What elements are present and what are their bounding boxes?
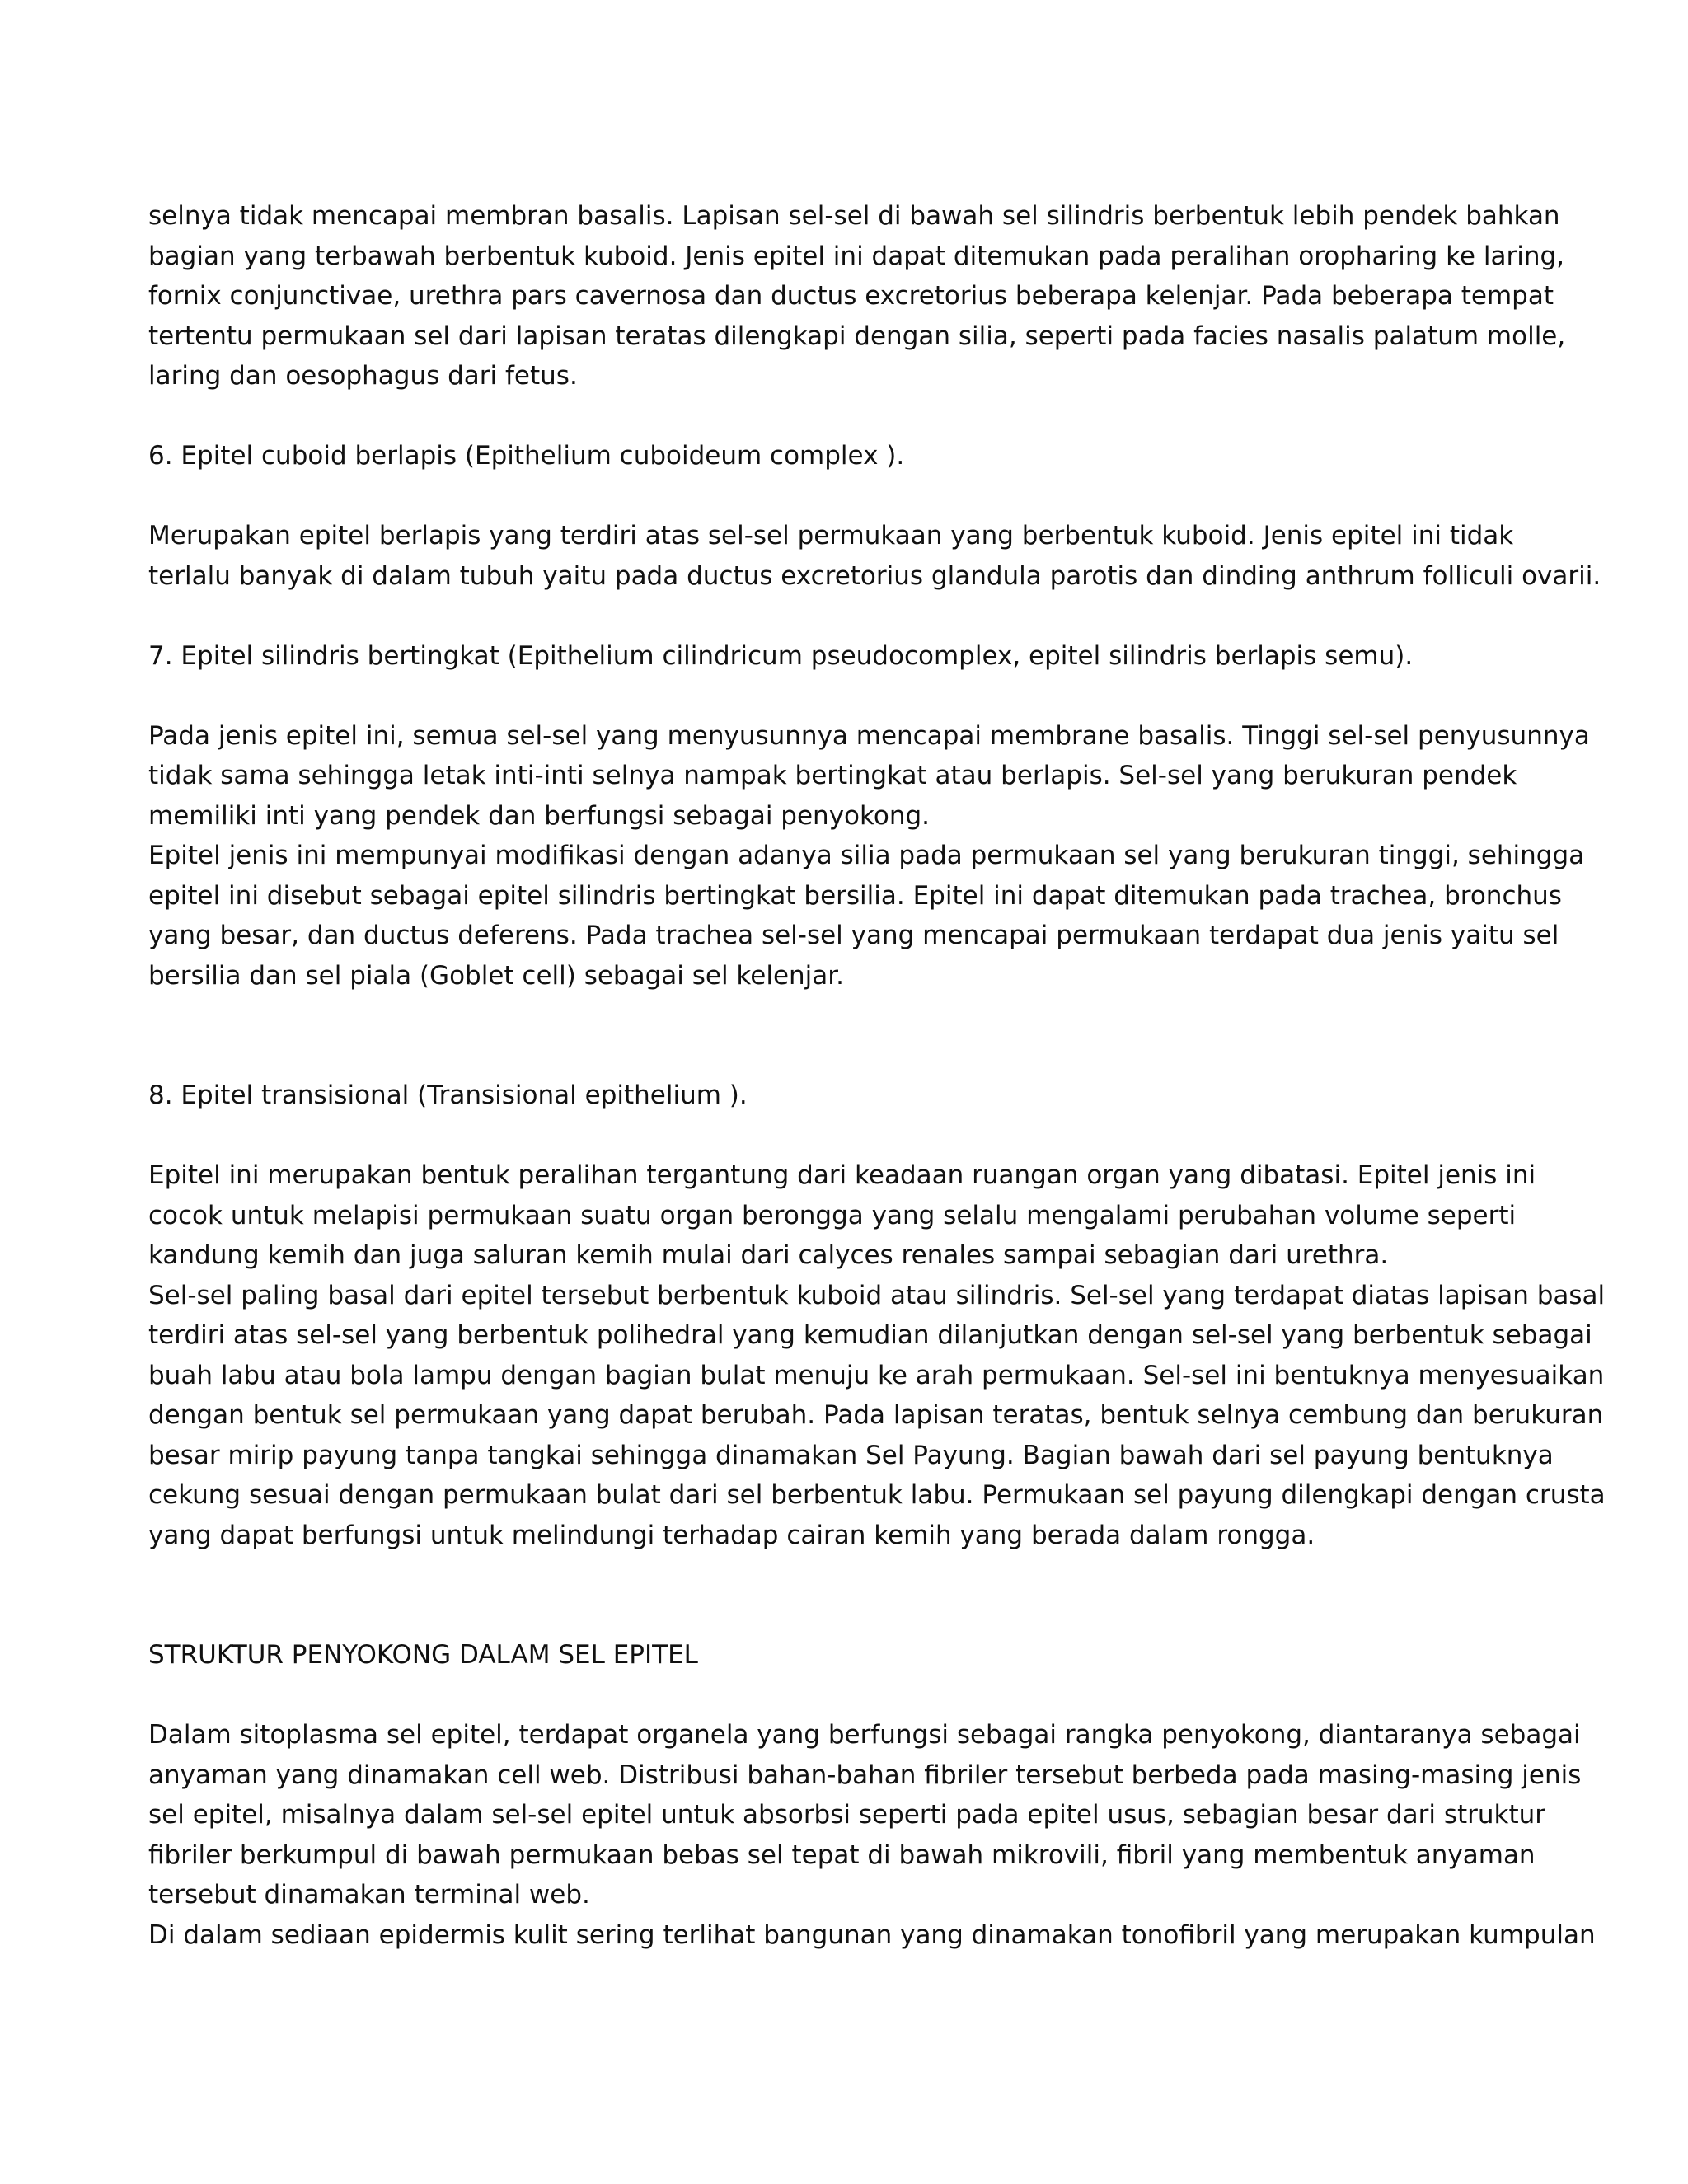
paragraph-spacer xyxy=(148,996,1550,1076)
paragraph-spacer xyxy=(148,396,1550,437)
text-line: cocok untuk melapisi permukaan suatu organ berongga yang selalu mengalami perubahan volume seperti xyxy=(148,1200,1517,1230)
text-line: terdiri atas sel-sel yang berbentuk polihedral yang kemudian dilanjutkan dengan sel-sel yang berbentuk sebagai xyxy=(148,1320,1592,1350)
text-line: selnya tidak mencapai membran basalis. Lapisan sel-sel di bawah sel silindris berbentuk lebih pendek bahkan xyxy=(148,201,1560,231)
section-heading-8 xyxy=(148,1076,1550,1116)
text-line: tidak sama sehingga letak inti-inti selnya nampak bertingkat atau berlapis. Sel-sel yang berukuran pendek xyxy=(148,761,1517,790)
paragraph-spacer xyxy=(148,1555,1550,1635)
paragraph-spacer xyxy=(148,676,1550,716)
text-line: epitel ini disebut sebagai epitel silindris bertingkat bersilia. Epitel ini dapat ditemukan pada trachea, bronchus xyxy=(148,880,1562,911)
text-line: tersebut dinamakan terminal web. xyxy=(148,1880,590,1910)
text-line: sel epitel, misalnya dalam sel-sel epitel untuk absorbsi seperti pada epitel usus, sebagian besar dari struktur xyxy=(148,1800,1546,1830)
heading-text: 8. Epitel transisional (Transisional epithelium ). xyxy=(148,1080,748,1110)
text-line: bersilia dan sel piala (Goblet cell) sebagai sel kelenjar. xyxy=(148,960,845,991)
text-line: yang besar, dan ductus deferens. Pada trachea sel-sel yang mencapai permukaan terdapat dua jenis yaitu sel xyxy=(148,921,1559,950)
document-body xyxy=(148,196,1606,1955)
text-line: buah labu atau bola lampu dengan bagian bulat menuju ke arah permukaan. Sel-sel ini bentuknya menyesuaikan xyxy=(148,1360,1605,1390)
heading-text: 6. Epitel cuboid berlapis (Epithelium cuboideum complex ). xyxy=(148,441,905,471)
section-heading-6 xyxy=(148,436,1550,476)
text-line: besar mirip payung tanpa tangkai sehingga dinamakan Sel Payung. Bagian bawah dari sel payung bentuknya xyxy=(148,1440,1554,1470)
paragraph-spacer xyxy=(148,1116,1550,1156)
text-line: Epitel jenis ini mempunyai modifikasi dengan adanya silia pada permukaan sel yang berukuran tinggi, sehingga xyxy=(148,841,1585,870)
text-line: terlalu banyak di dalam tubuh yaitu pada ductus excretorius glandula parotis dan dinding anthrum folliculi ovarii. xyxy=(148,560,1601,591)
paragraph-6 xyxy=(148,516,1601,596)
section-heading-struktur xyxy=(148,1635,1550,1675)
section-heading-7 xyxy=(148,636,1550,677)
text-line: Merupakan epitel berlapis yang terdiri atas sel-sel permukaan yang berbentuk kuboid. Jenis epitel ini tidak xyxy=(148,521,1514,551)
text-line: Epitel ini merupakan bentuk peralihan tergantung dari keadaan ruangan organ yang dibatasi. Epitel jenis ini xyxy=(148,1160,1536,1190)
text-line: cekung sesuai dengan permukaan bulat dari sel berbentuk labu. Permukaan sel payung dilengkapi dengan crusta xyxy=(148,1480,1606,1510)
text-line: yang dapat berfungsi untuk melindungi terhadap cairan kemih yang berada dalam rongga. xyxy=(148,1520,1315,1550)
text-line: fibriler berkumpul di bawah permukaan bebas sel tepat di bawah mikrovili, fibril yang membentuk anyaman xyxy=(148,1840,1536,1870)
text-line: Pada jenis epitel ini, semua sel-sel yang menyusunnya mencapai membrane basalis. Tinggi sel-sel penyusunnya xyxy=(148,720,1590,751)
text-line: memiliki inti yang pendek dan berfungsi sebagai penyokong. xyxy=(148,800,930,831)
paragraph-spacer xyxy=(148,476,1550,517)
heading-text: STRUKTUR PENYOKONG DALAM SEL EPITEL xyxy=(148,1640,698,1670)
paragraph-struktur xyxy=(148,1715,1596,1955)
text-line: tertentu permukaan sel dari lapisan teratas dilengkapi dengan silia, seperti pada facies nasalis palatum molle, xyxy=(148,321,1566,351)
paragraph-8 xyxy=(148,1155,1606,1555)
text-line: laring dan oesophagus dari fetus. xyxy=(148,361,578,391)
paragraph-continuation xyxy=(148,196,1566,396)
text-line: bagian yang terbawah berbentuk kuboid. Jenis epitel ini dapat ditemukan pada peralihan oropharing ke laring, xyxy=(148,241,1565,271)
heading-text: 7. Epitel silindris bertingkat (Epithelium cilindricum pseudocomplex, epitel silindris berlapis semu). xyxy=(148,640,1414,671)
paragraph-spacer xyxy=(148,1675,1550,1716)
text-line: Di dalam sediaan epidermis kulit sering terlihat bangunan yang dinamakan tonofibril yang merupakan kumpulan xyxy=(148,1919,1596,1950)
paragraph-spacer xyxy=(148,596,1550,636)
paragraph-7 xyxy=(148,716,1590,996)
text-line: dengan bentuk sel permukaan yang dapat berubah. Pada lapisan teratas, bentuk selnya cembung dan berukuran xyxy=(148,1400,1604,1430)
text-line: Sel-sel paling basal dari epitel tersebut berbentuk kuboid atau silindris. Sel-sel yang terdapat diatas lapisan basal xyxy=(148,1280,1606,1310)
text-line: fornix conjunctivae, urethra pars cavernosa dan ductus excretorius beberapa kelenjar. Pada beberapa tempat xyxy=(148,281,1554,311)
text-line: kandung kemih dan juga saluran kemih mulai dari calyces renales sampai sebagian dari urethra. xyxy=(148,1240,1389,1270)
text-line: anyaman yang dinamakan cell web. Distribusi bahan-bahan fibriler tersebut berbeda pada masing-masing jenis xyxy=(148,1760,1582,1790)
text-line: Dalam sitoplasma sel epitel, terdapat organela yang berfungsi sebagai rangka penyokong, diantaranya sebagai xyxy=(148,1720,1581,1750)
